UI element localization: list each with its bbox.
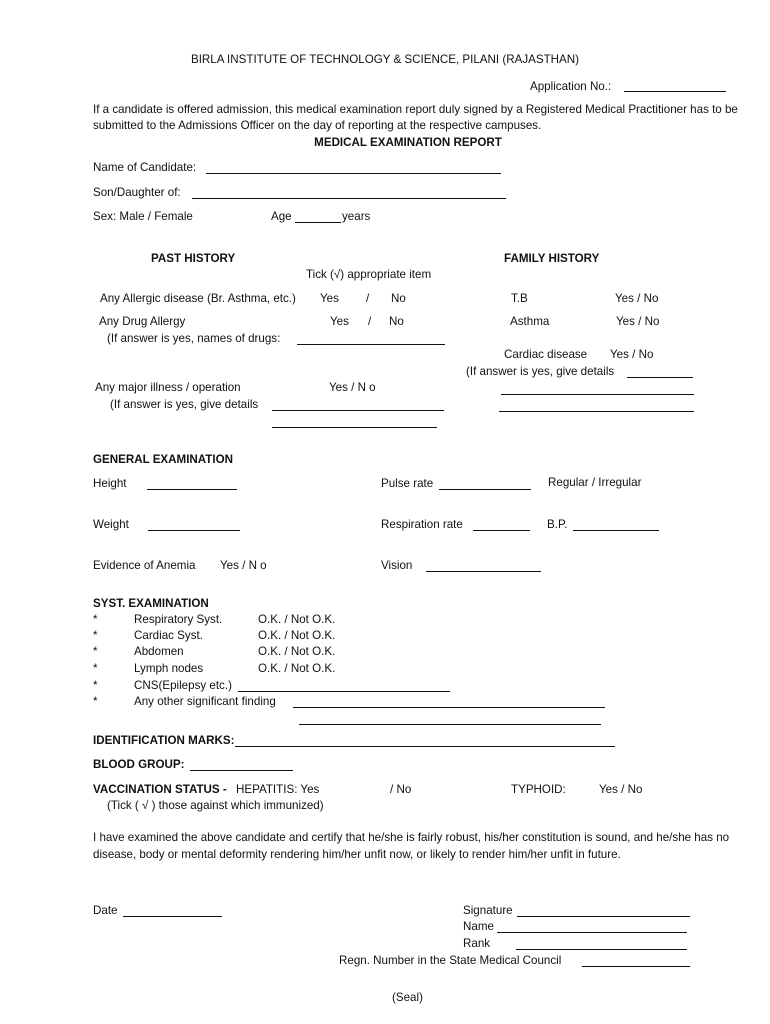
pulse-label: Pulse rate [381, 477, 434, 490]
illness-details-field-2[interactable] [272, 427, 437, 428]
doctor-name-field[interactable] [497, 932, 687, 933]
past-history-title: PAST HISTORY [151, 252, 236, 265]
vision-field[interactable] [426, 571, 541, 572]
typhoid-yesno[interactable]: Yes / No [599, 783, 643, 796]
parent-name-field[interactable] [192, 198, 506, 199]
institute-title: BIRLA INSTITUTE OF TECHNOLOGY & SCIENCE, PILANI (RAJASTHAN) [190, 53, 580, 66]
application-no-field[interactable] [624, 91, 726, 92]
bullet: * [93, 645, 98, 658]
cns-field[interactable] [238, 691, 450, 692]
allergic-no[interactable]: No [391, 292, 406, 305]
report-title: MEDICAL EXAMINATION REPORT [314, 136, 502, 149]
family-details-label: (If answer is yes, give details [466, 365, 615, 378]
bullet: * [93, 695, 98, 708]
asthma-yesno[interactable]: Yes / No [616, 315, 660, 328]
respiration-label: Respiration rate [381, 518, 463, 531]
doctor-name-label: Name [463, 920, 494, 933]
other-finding-label: Any other significant finding [134, 695, 276, 708]
drug-yes[interactable]: Yes [330, 315, 349, 328]
drug-slash: / [368, 315, 372, 328]
syst-item-status[interactable]: O.K. / Not O.K. [258, 662, 336, 675]
illness-yesno[interactable]: Yes / N o [329, 381, 376, 394]
regn-number-field[interactable] [582, 966, 690, 967]
family-details-field[interactable] [627, 377, 693, 378]
blood-group-label: BLOOD GROUP: [93, 758, 185, 771]
weight-field[interactable] [148, 530, 240, 531]
hepatitis-no[interactable]: / No [390, 783, 412, 796]
certification-text: I have examined the above candidate and certify that he/she is fairly robust, his/her constitution is sound, and he/she has no disease, body or mental deformity rendering him/her unfit now, or likely to render him/her unfit in future. [93, 831, 730, 861]
application-no-label: Application No.: [530, 80, 612, 93]
respiration-field[interactable] [473, 530, 530, 531]
bullet: * [93, 613, 98, 626]
years-label: years [342, 210, 371, 223]
anemia-yesno[interactable]: Yes / N o [220, 559, 267, 572]
weight-label: Weight [93, 518, 129, 531]
bp-field[interactable] [573, 530, 659, 531]
rank-label: Rank [463, 937, 491, 950]
illness-label: Any major illness / operation [95, 381, 241, 394]
candidate-name-label: Name of Candidate: [93, 161, 197, 174]
candidate-name-field[interactable] [206, 173, 501, 174]
syst-item-status[interactable]: O.K. / Not O.K. [258, 613, 336, 626]
asthma-label: Asthma [510, 315, 550, 328]
syst-item-label: Abdomen [134, 645, 184, 658]
age-field[interactable] [295, 222, 341, 223]
rank-field[interactable] [516, 949, 687, 950]
tb-yesno[interactable]: Yes / No [615, 292, 659, 305]
family-details-field-3[interactable] [499, 411, 694, 412]
signature-field[interactable] [517, 916, 690, 917]
allergic-label: Any Allergic disease (Br. Asthma, etc.) [100, 292, 296, 305]
height-field[interactable] [147, 489, 237, 490]
date-label: Date [93, 904, 118, 917]
cns-label: CNS(Epilepsy etc.) [134, 679, 232, 692]
sex-label: Sex: Male / Female [93, 210, 193, 223]
allergic-yes[interactable]: Yes [320, 292, 339, 305]
vaccination-title: VACCINATION STATUS - [93, 783, 227, 796]
tb-label: T.B [511, 292, 528, 305]
typhoid-label: TYPHOID: [511, 783, 566, 796]
tick-note: Tick (√) appropriate item [306, 268, 432, 281]
identification-marks-label: IDENTIFICATION MARKS: [93, 734, 235, 747]
identification-marks-field[interactable] [235, 746, 615, 747]
general-exam-title: GENERAL EXAMINATION [93, 453, 233, 466]
family-history-title: FAMILY HISTORY [504, 252, 600, 265]
drug-no[interactable]: No [389, 315, 404, 328]
height-label: Height [93, 477, 127, 490]
signature-label: Signature [463, 904, 513, 917]
syst-item-status[interactable]: O.K. / Not O.K. [258, 629, 336, 642]
syst-item-label: Lymph nodes [134, 662, 204, 675]
date-field[interactable] [123, 916, 222, 917]
blood-group-field[interactable] [190, 770, 293, 771]
cardiac-yesno[interactable]: Yes / No [610, 348, 654, 361]
family-details-field-2[interactable] [501, 394, 694, 395]
drug-names-label: (If answer is yes, names of drugs: [107, 332, 281, 345]
other-finding-field[interactable] [293, 707, 605, 708]
bullet: * [93, 629, 98, 642]
syst-exam-title: SYST. EXAMINATION [93, 597, 209, 610]
drug-names-field[interactable] [297, 344, 445, 345]
pulse-field[interactable] [439, 489, 531, 490]
vaccination-tick-note: (Tick ( √ ) those against which immunized) [107, 799, 324, 812]
age-label: Age [271, 210, 292, 223]
bp-label: B.P. [547, 518, 568, 531]
pulse-options[interactable]: Regular / Irregular [548, 476, 642, 489]
illness-details-label: (If answer is yes, give details [110, 398, 259, 411]
syst-item-label: Respiratory Syst. [134, 613, 223, 626]
other-finding-field-2[interactable] [299, 724, 601, 725]
allergic-slash: / [366, 292, 370, 305]
parent-name-label: Son/Daughter of: [93, 186, 181, 199]
syst-item-label: Cardiac Syst. [134, 629, 203, 642]
drug-allergy-label: Any Drug Allergy [99, 315, 186, 328]
bullet: * [93, 679, 98, 692]
illness-details-field[interactable] [272, 410, 444, 411]
bullet: * [93, 662, 98, 675]
intro-text: If a candidate is offered admission, this medical examination report duly signed by a Registered Medical Practitioner has to be submitted to the Admissions Officer on the day of reporting at the respective campuses. [93, 103, 738, 132]
regn-number-label: Regn. Number in the State Medical Council [339, 954, 562, 967]
seal-label: (Seal) [392, 991, 423, 1004]
syst-item-status[interactable]: O.K. / Not O.K. [258, 645, 336, 658]
cardiac-label: Cardiac disease [504, 348, 588, 361]
hepatitis-label[interactable]: HEPATITIS: Yes [236, 783, 320, 796]
anemia-label: Evidence of Anemia [93, 559, 196, 572]
vision-label: Vision [381, 559, 413, 572]
